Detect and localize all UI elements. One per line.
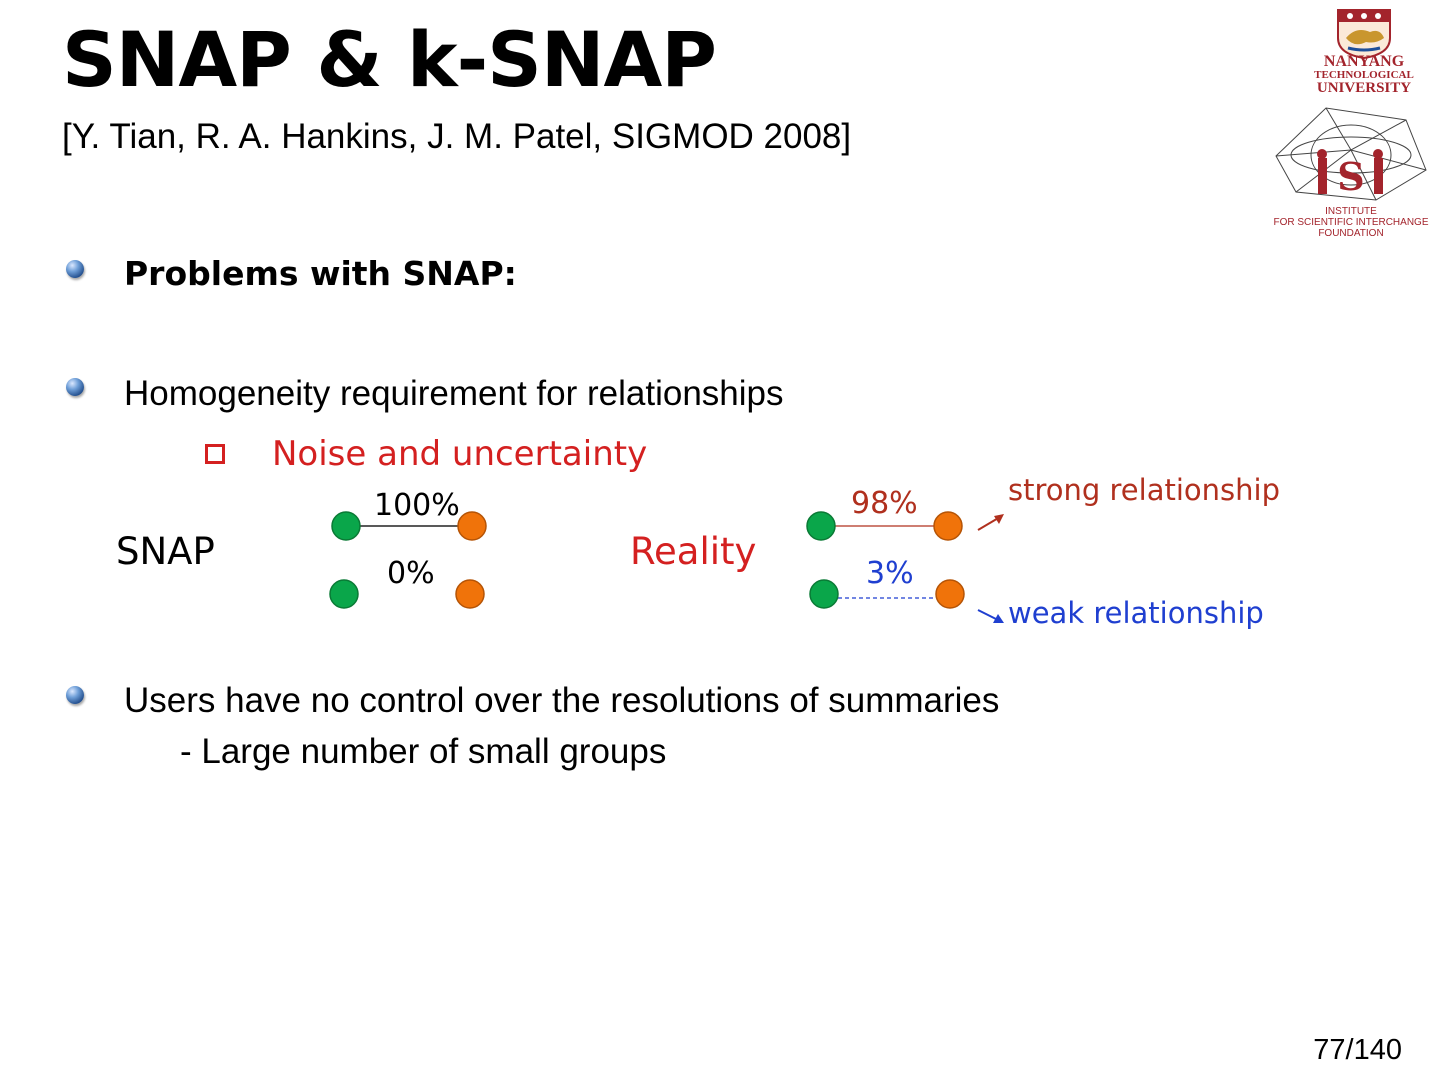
- bullet-problems: Problems with SNAP:: [124, 254, 517, 293]
- snap-top-percent: 100%: [374, 488, 460, 523]
- green-node: [807, 512, 835, 540]
- orange-node: [456, 580, 484, 608]
- svg-text:S: S: [1337, 154, 1365, 199]
- noise-label: Noise and uncertainty: [272, 434, 648, 474]
- isi-name-line1: INSTITUTE: [1325, 206, 1377, 217]
- orange-node: [458, 512, 486, 540]
- weak-arrow-icon: [978, 610, 998, 620]
- bullet-icon: [66, 260, 84, 278]
- bullet-icon: [66, 378, 84, 396]
- reality-top-percent: 98%: [851, 486, 918, 521]
- green-node: [332, 512, 360, 540]
- bullet-users-control: Users have no control over the resolutions of summaries: [124, 681, 1000, 720]
- bullet-icon: [66, 686, 84, 704]
- isi-name-line2: FOR SCIENTIFIC INTERCHANGE: [1273, 217, 1429, 228]
- isi-logo: [1266, 100, 1436, 242]
- reality-label: Reality: [630, 530, 757, 573]
- ntu-name-line3: UNIVERSITY: [1316, 80, 1412, 96]
- bullet-homogeneity: Homogeneity requirement for relationships: [124, 374, 784, 413]
- ntu-name-line2: TECHNOLOGICAL: [1314, 69, 1414, 81]
- weak-relationship-label: weak relationship: [1008, 596, 1264, 630]
- reality-bottom-percent: 3%: [866, 556, 914, 591]
- orange-node: [934, 512, 962, 540]
- ntu-name-line1: NANYANG: [1323, 53, 1405, 70]
- snap-bottom-percent: 0%: [387, 556, 435, 591]
- snap-label: SNAP: [116, 530, 215, 573]
- ntu-logo: [1296, 8, 1432, 94]
- sub-item-small-groups: - Large number of small groups: [180, 732, 667, 771]
- slide-citation: [Y. Tian, R. A. Hankins, J. M. Patel, SIGMOD 2008]: [62, 117, 852, 156]
- slide-title: SNAP & k-SNAP: [62, 15, 717, 104]
- isi-name-line3: FOUNDATION: [1318, 228, 1384, 239]
- green-node: [810, 580, 838, 608]
- square-bullet-icon: [205, 444, 225, 464]
- strong-relationship-label: strong relationship: [1008, 473, 1280, 507]
- page-number: 77/140: [1313, 1034, 1402, 1066]
- orange-node: [936, 580, 964, 608]
- green-node: [330, 580, 358, 608]
- isi-emblem-icon: [1266, 100, 1436, 204]
